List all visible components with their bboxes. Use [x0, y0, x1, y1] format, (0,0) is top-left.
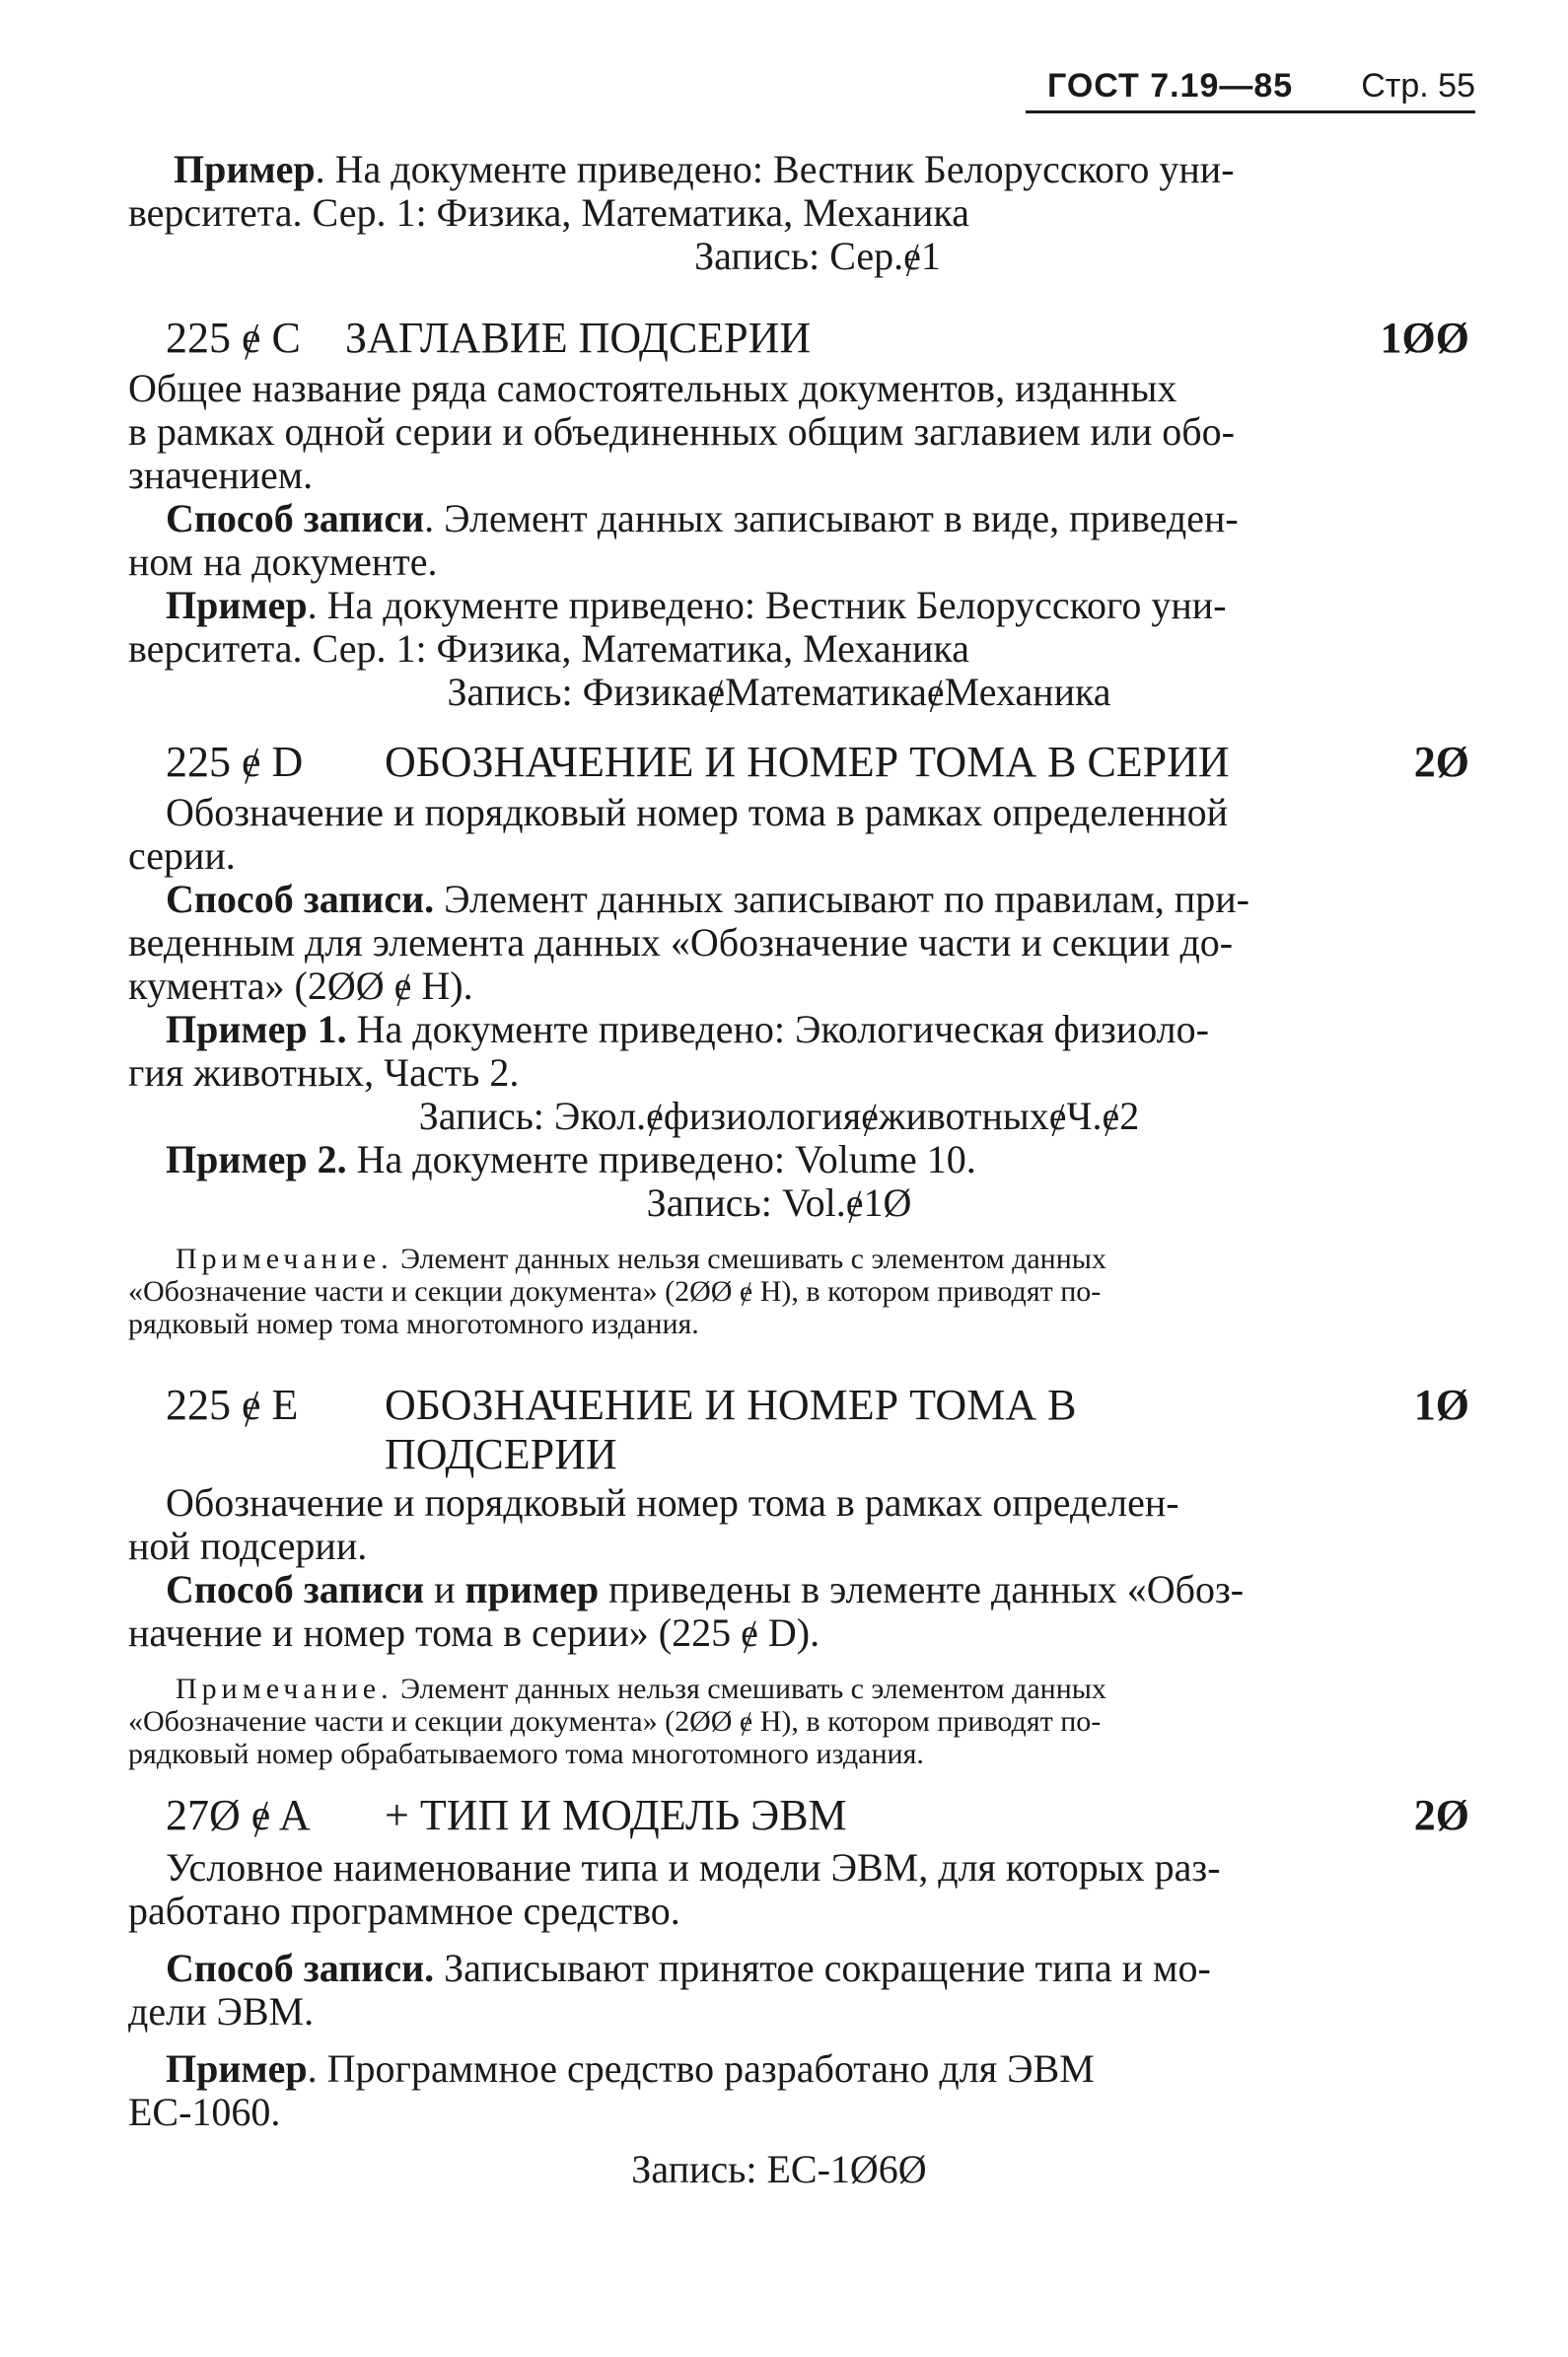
record-line: Запись: ФизикаɇМатематикаɇМеханика [447, 670, 1111, 714]
method-line: Способ записи и пример приведены в элементе данных «Обоз- [166, 1567, 1245, 1611]
section-225-e-body [128, 1481, 1469, 1770]
field-title: ЗАГЛАВИЕ ПОДСЕРИИ [345, 314, 812, 362]
example-line: Пример 1. На документе приведено: Экологическая физиоло- [166, 1007, 1209, 1051]
method-line: дели ЭВМ. [128, 1989, 315, 2034]
method-line: Способ записи. Элемент данных записывают в виде, приведен- [166, 496, 1239, 540]
record-line: Запись: Vol.ɇ1Ø [646, 1180, 912, 1225]
field-tag: 225 ɇ E [166, 1381, 299, 1429]
intro-example [128, 147, 1469, 278]
field-title: + ТИП И МОДЕЛЬ ЭВМ [385, 1791, 847, 1839]
example-line: Пример. Программное средство разработано для ЭВМ [166, 2046, 1095, 2091]
definition-line: Обозначение и порядковый номер тома в рамках определенной [166, 790, 1229, 834]
definition-line: серии. [128, 833, 236, 878]
standard-number: ГОСТ 7.19—85 [1047, 67, 1294, 105]
example-label: Пример [166, 2046, 308, 2091]
note-line: «Обозначение части и секции документа» (2ØØ ɇ H), в котором приводят по- [128, 1705, 1102, 1738]
example-label: Пример 1. [166, 1007, 347, 1051]
section-225-c [166, 314, 1469, 363]
definition-line: ной подсерии. [128, 1524, 368, 1568]
page-number: Стр. 55 [1361, 67, 1475, 105]
text-line: Пример. На документе приведено: Вестник Белорусского уни- [174, 147, 1235, 191]
field-title: ПОДСЕРИИ [385, 1430, 617, 1478]
note-line: рядковый номер тома многотомного издания. [128, 1308, 699, 1340]
field-tag: 27Ø ɇ A [166, 1791, 311, 1839]
record-line: Запись: Экол.ɇфизиологияɇживотныхɇЧ.ɇ2 [418, 1094, 1140, 1138]
method-line: ном на документе. [128, 539, 438, 584]
method-line: кумента» (2ØØ ɇ H). [128, 964, 473, 1008]
field-heading [166, 738, 1469, 787]
field-heading [166, 1381, 1469, 1430]
field-tag: 225 ɇ D [166, 738, 304, 786]
field-heading [166, 1791, 1469, 1840]
example-label: Пример [174, 147, 316, 191]
definition-line: Обозначение и порядковый номер тома в рамках определен- [166, 1480, 1179, 1525]
text-line: верситета. Сер. 1: Физика, Математика, Механика [128, 190, 969, 235]
example-line: Пример 2. На документе приведено: Volume 10. [166, 1137, 976, 1181]
definition-line: в рамках одной серии и объединенных общим заглавием или обо- [128, 409, 1235, 454]
example-label: пример [464, 1567, 600, 1611]
method-line: Способ записи. Записывают принятое сокращение типа и мо- [166, 1946, 1211, 1990]
example-line: Пример. На документе приведено: Вестник Белорусского уни- [166, 583, 1227, 627]
record-line: Запись: ЕС-1Ø6Ø [631, 2147, 927, 2191]
note-line: «Обозначение части и секции документа» (2ØØ ɇ H), в котором приводят по- [128, 1275, 1102, 1308]
section-225-c-body [128, 367, 1469, 714]
method-label: Способ записи [166, 496, 425, 540]
field-heading [166, 314, 1469, 363]
definition-line: Условное наименование типа и модели ЭВМ, для которых раз- [166, 1845, 1221, 1890]
running-header [1026, 61, 1475, 113]
section-225-d [166, 738, 1469, 787]
example-label: Пример [166, 583, 308, 627]
example-label: Пример 2. [166, 1137, 347, 1181]
section-225-d-body [128, 791, 1469, 1340]
definition-line: работано программное средство. [128, 1889, 680, 1933]
field-length: 2Ø [1413, 738, 1469, 786]
note-line: Примечание. Элемент данных нельзя смешивать с элементом данных [176, 1673, 1106, 1705]
note-label: Примечание. [176, 1673, 393, 1705]
field-tag: 225 ɇ C [166, 314, 301, 362]
section-270-a-body [128, 1846, 1469, 2191]
method-label: Способ записи. [166, 877, 435, 921]
field-length: 1ØØ [1380, 314, 1469, 362]
field-title: ОБОЗНАЧЕНИЕ И НОМЕР ТОМА В [385, 1381, 1077, 1429]
note-label: Примечание. [176, 1243, 393, 1275]
field-length: 1Ø [1413, 1381, 1469, 1429]
method-line: начение и номер тома в серии» (225 ɇ D). [128, 1610, 820, 1655]
section-225-e [166, 1381, 1469, 1479]
record-line: Запись: Сер.ɇ1 [694, 234, 941, 278]
field-title: ОБОЗНАЧЕНИЕ И НОМЕР ТОМА В СЕРИИ [385, 738, 1230, 786]
note-line: рядковый номер обрабатываемого тома многотомного издания. [128, 1738, 924, 1770]
field-heading-cont [166, 1430, 1469, 1479]
definition-line: Общее название ряда самостоятельных документов, изданных [128, 366, 1177, 410]
definition-line: значением. [128, 453, 314, 497]
method-label: Способ записи. [166, 1946, 435, 1990]
method-label: Способ записи [166, 1567, 425, 1611]
field-length: 2Ø [1413, 1791, 1469, 1839]
example-line: гия животных, Часть 2. [128, 1050, 520, 1095]
example-line: верситета. Сер. 1: Физика, Математика, Механика [128, 626, 969, 671]
method-line: Способ записи. Элемент данных записывают по правилам, при- [166, 877, 1249, 921]
note-line: Примечание. Элемент данных нельзя смешивать с элементом данных [176, 1243, 1106, 1275]
method-line: веденным для элемента данных «Обозначение части и секции до- [128, 920, 1234, 964]
example-line: ЕС-1060. [128, 2090, 281, 2134]
section-270-a [166, 1791, 1469, 1840]
